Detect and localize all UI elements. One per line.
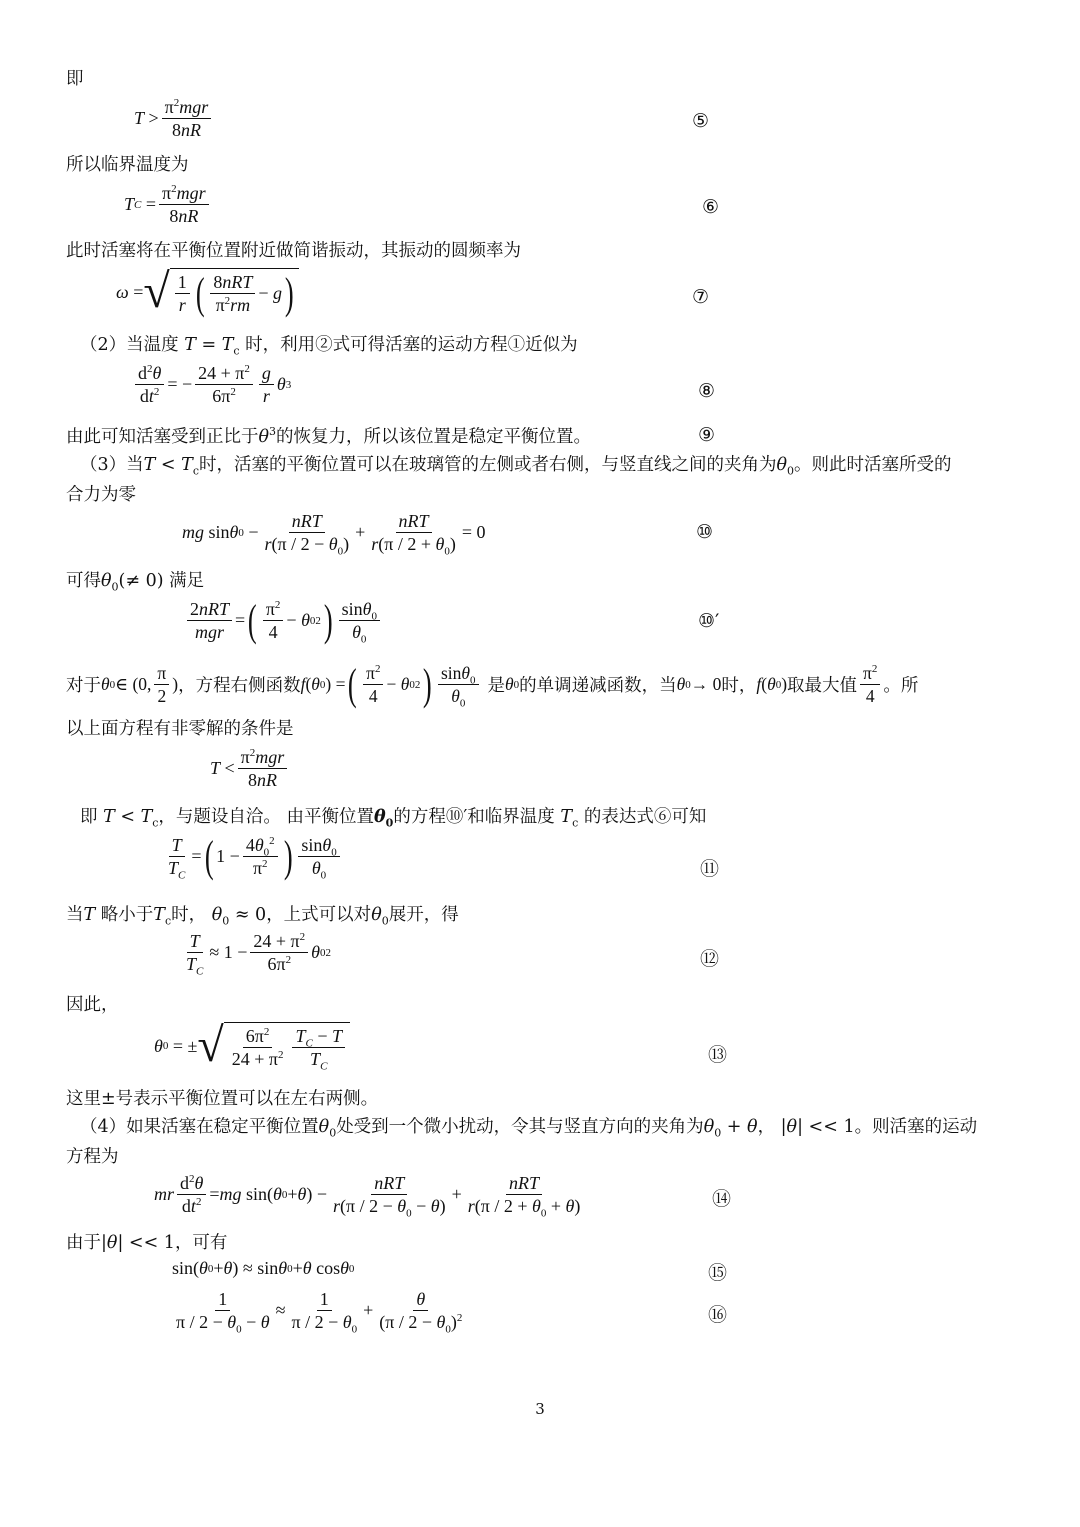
- equation-14: mr $\frac{d^2\theta}{dt^2}$ = mg sin( θ 0 + θ ) − $\frac{\text{nRT}}{r(\pi / 2 - \theta_0 - \theta)}$ + $\frac{\text{nRT}}{r(\pi / 2 + \theta_0 + \theta)}$: [154, 1173, 581, 1220]
- equation-8: $\frac{d^2\theta}{dt^2}$ = − $\frac{24 + \pi^2}{6\pi^2}$ $\frac{g}{r}$ θ 3: [132, 362, 291, 407]
- text-line: 由于|θ| << 1，可有: [66, 1233, 228, 1253]
- equation-15: sin( θ 0 + θ ) ≈ sin θ 0 + θ cos θ 0: [172, 1258, 355, 1278]
- equation-13: θ 0 = ± √ $\frac{6\pi^2}{24 + \pi^2}$ $\frac{T_C - T}{T_C}$: [154, 1022, 350, 1070]
- text-line: 所以临界温度为: [66, 155, 189, 175]
- equation-number: ⑯: [708, 1304, 728, 1326]
- equation-number: ⑥: [702, 196, 720, 218]
- equation-12: $\frac{T}{T_C}$ ≈ 1 − $\frac{24 + \pi^2}{6\pi^2}$ θ 0 2: [186, 931, 331, 978]
- equation-number: ⑫: [700, 948, 720, 970]
- equation-10: mg sin θ 0 − $\frac{\text{nRT}}{r(\pi / 2 - \theta_0)}$ + $\frac{\text{nRT}}{r(\pi / 2 + \theta_0)}$ = 0: [182, 511, 486, 558]
- equation-16: $\frac{1}{\pi / 2 - \theta_0 - \theta}$ ≈ $\frac{1}{\pi / 2 - \theta_0}$ + $\frac{\theta}{(\pi / 2 - \theta_0)^2}$: [176, 1289, 463, 1336]
- text-line: 以上面方程有非零解的条件是: [66, 719, 294, 739]
- text-line: （3）当$T < T_c$时，活塞的平衡位置可以在玻璃管的左侧或者右侧，与竖直线之间的夹角为$\theta_0$。则此时活塞所受的: [80, 455, 952, 478]
- text-line: （2）当温度 $T = T_c$ 时，利用②式可得活塞的运动方程①近似为: [80, 335, 578, 358]
- text-line: 当T 略小于$T_c$时， $\theta_0 \approx 0$，上式可以对$\theta_0$展开，得: [66, 905, 459, 928]
- equation-6: T C = $\frac{\pi^2mgr}{8nR}$: [124, 182, 212, 227]
- text-line: 因此，: [66, 995, 119, 1015]
- equation-number: ⑪: [700, 858, 720, 880]
- equation-number: ⑮: [708, 1262, 728, 1284]
- equation-number: ⑩′: [698, 610, 720, 632]
- text-line: 即: [66, 69, 84, 89]
- text-line: 此时活塞将在平衡位置附近做简谐振动，其振动的圆频率为: [66, 241, 521, 261]
- page-number: 3: [535, 1400, 545, 1418]
- equation-number: ⑩: [696, 521, 714, 543]
- equation-number: ⑬: [708, 1044, 728, 1066]
- text-line: 方程为: [66, 1147, 119, 1167]
- text-line: 对于 θ 0 ∈ (0, $\frac{\pi}{2}$ ) ，方程右侧函数 f ( θ 0 ) = ( $\frac{\pi^2}{4}$ − θ 0 2 ) $\frac{\sin\theta_0}{\theta_0}$ 是 θ 0 的单调递减函数，当 θ 0 → 0 时， f ( θ 0 ) 取最大值 $\frac{\pi^2}{4}$ 。所: [66, 659, 919, 710]
- equation-11: $\frac{T}{T_C}$ = ( 1 − $\frac{4\theta_0^2}{\pi^2}$ ) $\frac{\sin\theta_0}{\theta_0}$: [162, 834, 343, 879]
- text-line: 这里±号表示平衡位置可以在左右两侧。: [66, 1089, 379, 1109]
- text-line: 即 $T < T_c$，与题设自洽。 由平衡位置$\theta_0$的方程⑩′和临界温度 $T_c$ 的表达式⑥可知: [80, 807, 707, 830]
- equation-number: ⑧: [698, 380, 716, 402]
- equation-7: ω = √ $\frac{1}{r}$ ( $\frac{\text{8nRT}}{\pi^2rm}$ − g ): [116, 268, 299, 316]
- equation-10-prime: $\frac{\text{2nRT}}{\text{mgr}}$ = ( $\frac{\pi^2}{4}$ − θ 0 2 ) $\frac{\sin\theta_0}{\theta_0}$: [184, 598, 383, 643]
- text-line: 由此可知活塞受到正比于$\theta^3$的恢复力，所以该位置是稳定平衡位置。: [66, 425, 592, 447]
- equation-number: ⑨: [698, 424, 716, 446]
- equation-number: ⑦: [692, 286, 710, 308]
- equation-condition: T < $\frac{\pi^2mgr}{8nR}$: [210, 746, 290, 791]
- equation-5: T > $\frac{\pi^2mgr}{8nR}$: [134, 96, 214, 141]
- equation-number: ⑭: [712, 1188, 732, 1210]
- text-line: （4）如果活塞在稳定平衡位置$\theta_0$处受到一个微小扰动，令其与竖直方向的夹角为$\theta_0 + \theta$， |θ| << 1。则活塞的运动: [80, 1117, 978, 1140]
- text-line: 合力为零: [66, 485, 136, 505]
- equation-number: ⑤: [692, 110, 710, 132]
- text-line: 可得$\theta_0(\ne 0)$ 满足: [66, 571, 205, 594]
